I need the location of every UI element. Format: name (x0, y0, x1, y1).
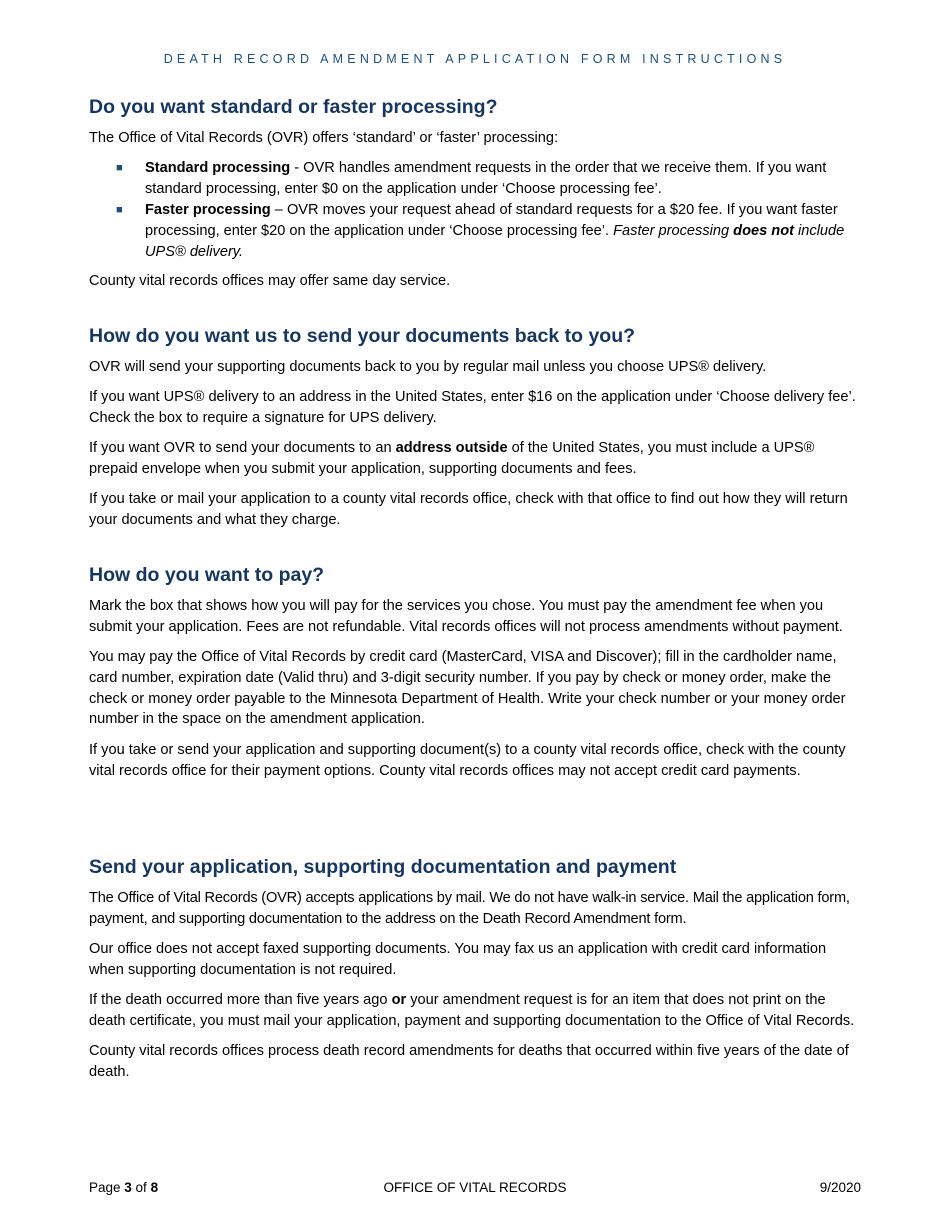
paragraph: County vital records offices may offer same day service. (89, 272, 451, 289)
italic-text: include UPS® delivery. (145, 223, 845, 260)
section-heading: How do you want us to send your documents back to you? (89, 325, 636, 347)
section-heading: How do you want to pay? (89, 564, 325, 586)
paragraph: County vital records offices process death record amendments for deaths that occurred within five years of the date of death. (89, 1043, 849, 1081)
italic-text: Faster processing (613, 223, 734, 240)
paragraph-text: your amendment request is for an item that does not print on the death certificate, you must mail your application, payment and supporting documentation to the Office of Vital Records. (89, 992, 855, 1029)
paragraph: If you take or send your application and supporting document(s) to a county vital records office, check with the county vital records office for their payment options. County vital records offices may not accept credit card payments. (89, 741, 846, 779)
section-send (89, 855, 861, 1092)
current-page: 3 (124, 1180, 132, 1195)
list-item-text: – OVR moves your request ahead of standard requests for a $20 fee. If you want faster processing, enter $20 on the application under ‘Choose processing fee’. (145, 202, 838, 240)
footer-office: OFFICE OF VITAL RECORDS (383, 1180, 567, 1195)
section-heading: Send your application, supporting documentation and payment (89, 856, 677, 878)
paragraph: The Office of Vital Records (OVR) offers ‘standard’ or ‘faster’ processing: (89, 130, 559, 146)
bold-label: Standard processing (145, 160, 291, 177)
paragraph: If you take or mail your application to a county vital records office, check with that office to find out how they will return your documents and what they charge. (89, 491, 848, 529)
section-delivery (89, 324, 861, 541)
paragraph: Mark the box that shows how you will pay for the services you chose. You must pay the amendment fee when you submit your application. Fees are not refundable. Vital records offices will not process amendments without payment. (89, 598, 843, 635)
bold-text: or (391, 992, 407, 1009)
bold-italic-text: does not (733, 223, 794, 240)
paragraph: OVR will send your supporting documents back to you by regular mail unless you choose UPS® delivery. (89, 359, 767, 375)
bold-label: Faster processing (145, 202, 271, 219)
square-bullet-icon: ■ (116, 204, 123, 217)
footer-date: 9/2020 (819, 1180, 861, 1195)
paragraph: Our office does not accept faxed supporting documents. You may fax us an application with credit card information when supporting documentation is not required. (89, 941, 827, 978)
paragraph: The Office of Vital Records (OVR) accepts applications by mail. We do not have walk-in service. Mail the application form, payment, and supporting documentation to the address on the Death Record Amendment form. (89, 890, 850, 927)
square-bullet-icon: ■ (116, 162, 123, 175)
section-heading: Do you want standard or faster processing? (89, 96, 498, 118)
list-item (89, 158, 861, 200)
bold-text: address outside (395, 440, 508, 457)
running-header: DEATH RECORD AMENDMENT APPLICATION FORM INSTRUCTIONS (163, 52, 787, 66)
list-item (89, 200, 861, 262)
page-footer (89, 1180, 861, 1195)
paragraph (89, 990, 861, 1032)
page-word: Page (89, 1180, 125, 1195)
of-word: of (131, 1180, 151, 1195)
paragraph-text: If the death occurred more than five years ago (89, 992, 392, 1009)
bullet-list (89, 158, 861, 262)
paragraph-text: of the United States, you must include a UPS® prepaid envelope when you submit your application, supporting documents and fees. (89, 440, 815, 478)
paragraph (89, 438, 861, 480)
paragraph: You may pay the Office of Vital Records by credit card (MasterCard, VISA and Discover); fill in the cardholder name, card number, expiration date (Valid thru) and 3-digit security number. If you pay by check or money order, make the check or money order payable to the Minnesota Department of Health. Write your check number or your money order number in the space on the amendment application. (89, 649, 846, 728)
total-pages: 8 (150, 1180, 159, 1195)
list-item-text: - OVR handles amendment requests in the order that we receive them. If you want standard processing, enter $0 on the application under ‘Choose processing fee’. (145, 160, 827, 198)
paragraph-text: If you want OVR to send your documents to an (89, 440, 396, 457)
section-payment (89, 563, 861, 791)
section-processing (89, 95, 861, 301)
paragraph: If you want UPS® delivery to an address in the United States, enter $16 on the application under ‘Choose delivery fee’. Check the box to require a signature for UPS delivery. (89, 389, 856, 427)
